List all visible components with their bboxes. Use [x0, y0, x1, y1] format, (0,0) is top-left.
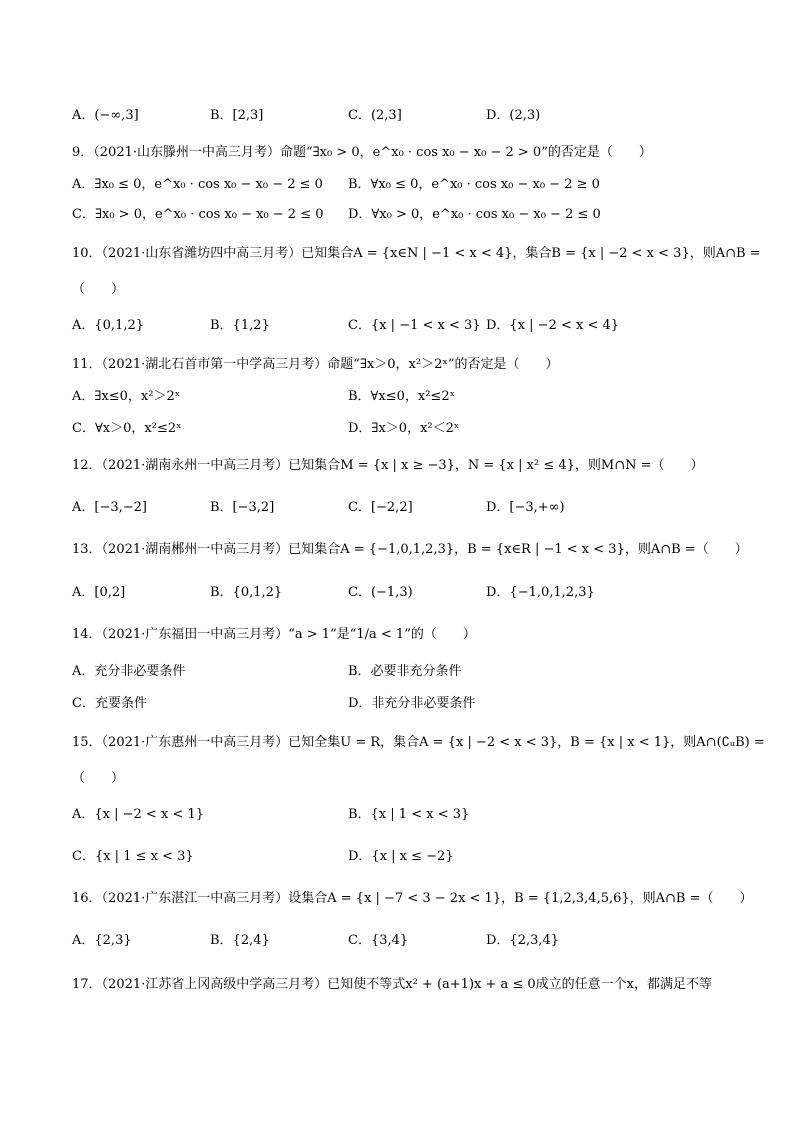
q9-option-d: D．∀x₀ > 0，e^x₀ · cos x₀ − x₀ − 2 ≤ 0	[348, 207, 601, 222]
q11-stem: 11．（2021·湖北石首市第一中学高三月考）命题“∃x＞0，x²＞2ˣ”的否定是（ ）	[72, 357, 559, 372]
q8-option-d: D．(2,3)	[486, 108, 541, 123]
q17-stem: 17．（2021·江苏省上冈高级中学高三月考）已知使不等式x² + (a+1)x + a ≤ 0成立的任意一个x，都满足不等	[72, 977, 713, 992]
q14-stem: 14．（2021·广东福田一中高三月考）“a > 1”是“1/a < 1”的（ ）	[72, 627, 476, 642]
q9-option-c: C．∃x₀ > 0，e^x₀ · cos x₀ − x₀ − 2 ≤ 0	[72, 207, 324, 222]
q15-option-a: A．{x | −2 < x < 1}	[72, 807, 204, 822]
q11-option-c: C．∀x＞0，x²≤2ˣ	[72, 421, 182, 436]
q10-stem-cont: （ ）	[72, 282, 125, 297]
q16-option-b: B．{2,4}	[210, 933, 270, 948]
q12-option-c: C．[−2,2]	[348, 500, 413, 515]
q16-option-c: C．{3,4}	[348, 933, 409, 948]
q13-stem: 13．（2021·湖南郴州一中高三月考）已知集合A = {−1,0,1,2,3}，B = {x∈R | −1 < x < 3}，则A∩B =（ ）	[72, 542, 748, 557]
q13-option-a: A．[0,2]	[72, 585, 126, 600]
q13-option-d: D．{−1,0,1,2,3}	[486, 585, 595, 600]
q9-stem: 9．（2021·山东滕州一中高三月考）命题“∃x₀ > 0，e^x₀ · cos x₀ − x₀ − 2 > 0”的否定是（ ）	[72, 145, 652, 160]
q8-option-b: B．[2,3]	[210, 108, 264, 123]
q9-option-b: B．∀x₀ ≤ 0，e^x₀ · cos x₀ − x₀ − 2 ≥ 0	[348, 177, 600, 192]
q13-option-c: C．(−1,3)	[348, 585, 413, 600]
q15-option-d: D．{x | x ≤ −2}	[348, 849, 454, 864]
q15-stem: 15．（2021·广东惠州一中高三月考）已知全集U = R，集合A = {x | −2 < x < 3}，B = {x | x < 1}，则A∩(∁ᵤB) =	[72, 735, 765, 750]
q14-option-c: C．充要条件	[72, 696, 147, 711]
q14-option-d: D．非充分非必要条件	[348, 696, 476, 711]
q11-option-a: A．∃x≤0，x²＞2ˣ	[72, 389, 181, 404]
q14-option-b: B．必要非充分条件	[348, 664, 462, 679]
q12-option-a: A．[−3,−2]	[72, 500, 147, 515]
q15-stem-cont: （ ）	[72, 771, 125, 786]
q16-option-d: D．{2,3,4}	[486, 933, 560, 948]
q11-option-d: D．∃x＞0，x²＜2ˣ	[348, 421, 460, 436]
q15-option-b: B．{x | 1 < x < 3}	[348, 807, 470, 822]
q12-option-d: D．[−3,+∞)	[486, 500, 565, 515]
q12-option-b: B．[−3,2]	[210, 500, 275, 515]
q11-option-b: B．∀x≤0，x²≤2ˣ	[348, 389, 456, 404]
q10-option-d: D．{x | −2 < x < 4}	[486, 318, 620, 333]
q8-option-a: A．(−∞,3]	[72, 108, 139, 123]
q10-option-c: C．{x | −1 < x < 3}	[348, 318, 481, 333]
q14-option-a: A．充分非必要条件	[72, 664, 186, 679]
q9-option-a: A．∃x₀ ≤ 0，e^x₀ · cos x₀ − x₀ − 2 ≤ 0	[72, 177, 323, 192]
q13-option-b: B．{0,1,2}	[210, 585, 283, 600]
q16-option-a: A．{2,3}	[72, 933, 132, 948]
q10-option-b: B．{1,2}	[210, 318, 270, 333]
q15-option-c: C．{x | 1 ≤ x < 3}	[72, 849, 194, 864]
q12-stem: 12．（2021·湖南永州一中高三月考）已知集合M = {x | x ≥ −3}，N = {x | x² ≤ 4}，则M∩N =（ ）	[72, 458, 704, 473]
q10-stem: 10．（2021·山东省潍坊四中高三月考）已知集合A = {x∈N | −1 < x < 4}，集合B = {x | −2 < x < 3}，则A∩B =	[72, 246, 761, 261]
q10-option-a: A．{0,1,2}	[72, 318, 145, 333]
q8-option-c: C．(2,3]	[348, 108, 402, 123]
q16-stem: 16．（2021·广东湛江一中高三月考）设集合A = {x | −7 < 3 − 2x < 1}，B = {1,2,3,4,5,6}，则A∩B =（ ）	[72, 891, 753, 906]
